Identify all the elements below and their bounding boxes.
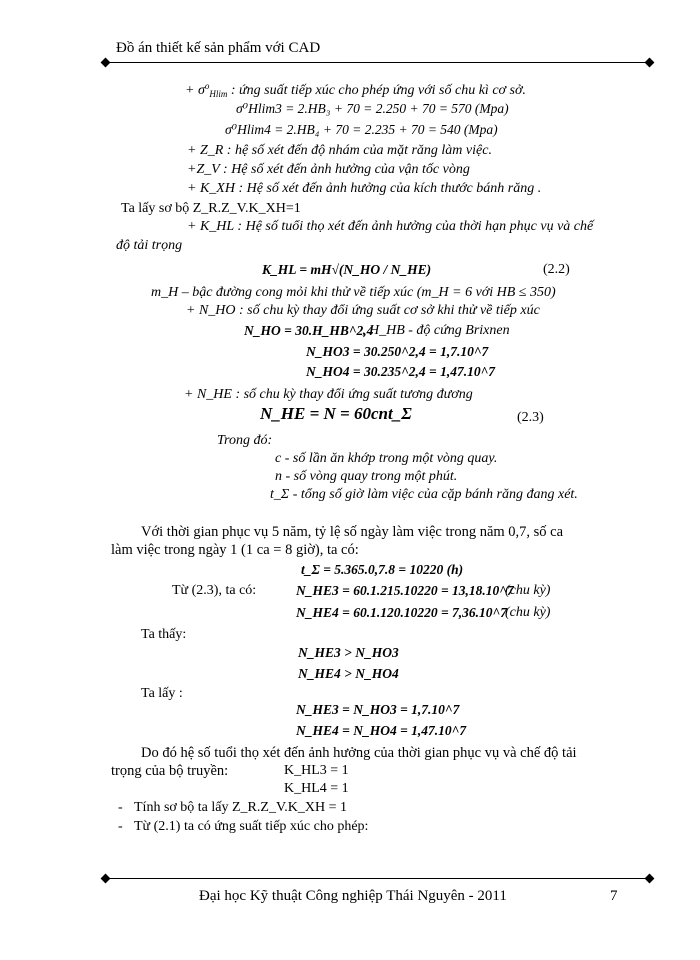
c-definition: c - số lần ăn khớp trong một vòng quay. [275,451,498,466]
eq-nho4: N_HO4 = 30.235^2,4 = 1,47.10^7 [306,364,496,379]
zv-definition: +Z_V : Hệ số xét đến ảnh hưởng của vận tốc vòng [187,162,470,177]
trong-do: Trong đó: [217,433,273,448]
n-definition: n - số vòng quay trong một phút. [275,469,458,484]
eq-2-2: K_HL = mH√(N_HO / N_HE) [262,262,432,277]
page-number: 7 [610,888,618,904]
khl-definition-cont: độ tải trọng [116,238,183,253]
footer-rule [106,878,650,879]
preliminary-zr-zv-kxh: Ta lấy sơ bộ Z_R.Z_V.K_XH=1 [121,201,301,216]
bullet-preliminary: Tính sơ bộ ta lấy Z_R.Z_V.K_XH = 1 [134,800,347,815]
zr-definition: + Z_R : hệ số xét đến độ nhám của mặt răng làm việc. [187,143,492,158]
ta-thay: Ta thấy: [141,627,187,642]
ta-lay: Ta lấy : [141,686,183,701]
set-nhe4: N_HE4 = N_HO4 = 1,47.10^7 [296,723,467,738]
bullet-dash-1: - [118,800,123,815]
eq-nho: N_HO = 30.H_HB^2,4 [244,323,374,338]
nhe-definition: + N_HE : số chu kỳ thay đổi ứng suất tương đương [184,387,473,402]
bullet-allowable-stress: Từ (2.1) ta có ứng suất tiếp xúc cho phép: [134,819,369,834]
eq-sigma-hlim3: σ⁰Hlim3 = 2.HB₃ + 70 = 2.250 + 70 = 570 (Mpa) [236,101,509,116]
hhb-definition: , H_HB - độ cứng Brixnen [362,323,510,338]
header-rule [106,62,650,63]
khl4-value: K_HL4 = 1 [284,781,349,796]
eq-2-3-tag: (2.3) [517,410,544,425]
paragraph-khl-cont: trọng của bộ truyền: [111,763,229,779]
bullet-dash-2: - [118,819,123,834]
compare-nhe3-nho3: N_HE3 > N_HO3 [298,645,399,660]
eq-nhe3-unit: (chu kỳ) [505,583,551,598]
khl-definition: + K_HL : Hệ số tuổi thọ xét đến ảnh hưởng của thời hạn phục vụ và chế [187,219,594,234]
eq-2-3: N_HE = N = 60cnt_Σ [260,404,412,423]
khl3-value: K_HL3 = 1 [284,763,349,778]
eq-nhe4-unit: (chu kỳ) [505,605,551,620]
mh-definition: m_H – bậc đường cong mỏi khi thử về tiếp xúc (m_H = 6 với HB ≤ 350) [151,285,556,300]
paragraph-service-time-cont: làm việc trong ngày 1 (1 ca = 8 giờ), ta có: [111,542,359,558]
footer-rule-right-dot [645,874,655,884]
from-eq-2-3: Từ (2.3), ta có: [172,583,257,598]
eq-nhe3: N_HE3 = 60.1.215.10220 = 13,18.10^7 [296,583,514,598]
eq-t-sigma: t_Σ = 5.365.0,7.8 = 10220 (h) [301,562,464,577]
eq-nhe4: N_HE4 = 60.1.120.10220 = 7,36.10^7 [296,605,507,620]
set-nhe3: N_HE3 = N_HO3 = 1,7.10^7 [296,702,460,717]
header-title: Đồ án thiết kế sản phẩm với CAD [116,40,321,56]
header-rule-right-dot [645,58,655,68]
compare-nhe4-nho4: N_HE4 > N_HO4 [298,666,399,681]
eq-nho3: N_HO3 = 30.250^2,4 = 1,7.10^7 [306,344,489,359]
paragraph-service-time: Với thời gian phục vụ 5 năm, tỷ lệ số ngày làm việc trong năm 0,7, số ca [141,524,564,540]
eq-2-2-tag: (2.2) [543,262,570,277]
footer-text: Đại học Kỹ thuật Công nghiệp Thái Nguyên - 2011 [199,888,507,904]
paragraph-khl: Do đó hệ số tuổi thọ xét đến ảnh hưởng của thời gian phục vụ và chế độ tải [141,745,577,761]
nho-definition: + N_HO : số chu kỳ thay đổi ứng suất cơ sở khi thử về tiếp xúc [186,303,540,318]
eq-sigma-hlim4: σ⁰Hlim4 = 2.HB₄ + 70 = 2.235 + 70 = 540 (Mpa) [225,122,498,137]
sigma-hlim-definition: + $\sigma^o_{Hlim}$ : ứng suất tiếp xúc cho phép ứng với số chu kì cơ sở. [185,81,526,99]
t-sigma-definition: t_Σ - tổng số giờ làm việc của cặp bánh răng đang xét. [270,487,578,502]
kxh-definition: + K_XH : Hệ số xét đến ảnh hưởng của kích thước bánh răng . [187,181,542,196]
